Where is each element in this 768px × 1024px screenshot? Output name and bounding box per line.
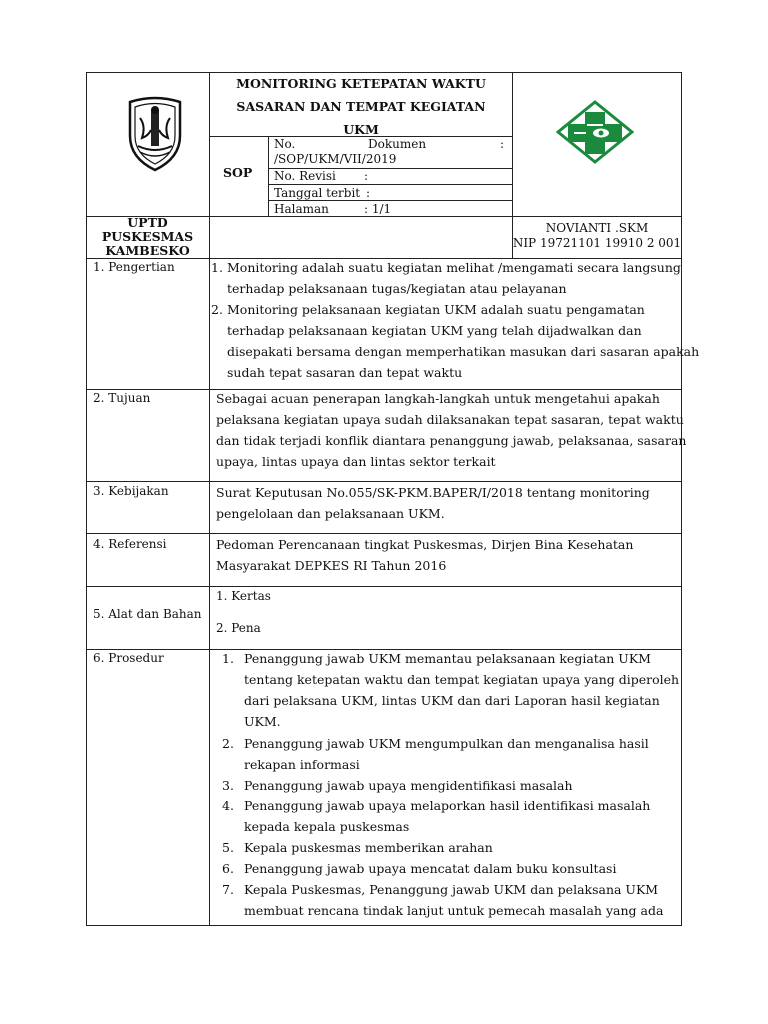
list-item: rekapan informasi	[244, 757, 360, 772]
section-label-kebijakan: 3. Kebijakan	[93, 484, 169, 498]
list-item: Penanggung jawab upaya mencatat dalam buku konsultasi	[244, 861, 617, 876]
list-item: tentang ketepatan waktu dan tempat kegiatan upaya yang diperoleh	[244, 672, 680, 687]
list-item: dari pelaksana UKM, lintas UKM dan dari Laporan hasil kegiatan	[244, 693, 660, 708]
section-label-alat: 5. Alat dan Bahan	[93, 607, 202, 621]
list-item: sudah tepat sasaran dan tepat waktu	[227, 365, 463, 380]
list-number: 7.	[222, 882, 234, 897]
list-item: terhadap pelaksanaan kegiatan UKM yang telah dijadwalkan dan	[227, 323, 642, 338]
list-item: membuat rencana tindak lanjut untuk pemecah masalah yang ada	[244, 903, 664, 918]
divider	[86, 258, 682, 259]
list-number: 2.	[211, 302, 223, 317]
paragraph-line: Masyarakat DEPKES RI Tahun 2016	[216, 558, 447, 573]
paragraph-line: pelaksana kegiatan upaya sudah dilaksanakan tepat sasaran, tepat waktu	[216, 412, 684, 427]
doc-dokumen-label: Dokumen	[368, 137, 427, 151]
section-label-tujuan: 2. Tujuan	[93, 391, 151, 405]
divider	[268, 184, 512, 185]
list-item: disepakati bersama dengan memperhatikan masukan dari sasaran apakah	[227, 344, 700, 359]
divider	[86, 389, 682, 390]
doc-no-label: No.	[274, 137, 296, 151]
divider	[86, 586, 682, 587]
list-number: 2.	[222, 736, 234, 751]
list-item: kepada kepala puskesmas	[244, 819, 410, 834]
section-label-referensi: 4. Referensi	[93, 537, 167, 551]
revisi-colon: :	[364, 169, 369, 183]
paragraph-line: pengelolaan dan pelaksanaan UKM.	[216, 506, 445, 521]
divider	[86, 649, 682, 650]
tanggal-colon: :	[366, 186, 371, 200]
list-item: Penanggung jawab UKM memantau pelaksanaan kegiatan UKM	[244, 651, 651, 666]
list-item: 2. Pena	[216, 621, 261, 635]
revisi-label: No. Revisi	[274, 169, 336, 183]
org-name	[86, 216, 209, 258]
org-line: KAMBESKO	[105, 243, 190, 258]
list-item: 1. Kertas	[216, 589, 271, 603]
regional-emblem-icon	[124, 96, 186, 172]
signer-block	[512, 221, 682, 251]
title-line: UKM	[343, 122, 379, 137]
list-item: Monitoring pelaksanaan kegiatan UKM adalah suatu pengamatan	[227, 302, 645, 317]
list-number: 3.	[222, 778, 234, 793]
signer-name: NOVIANTI .SKM	[545, 221, 649, 235]
list-item: Kepala puskesmas memberikan arahan	[244, 840, 493, 855]
tanggal-label: Tanggal terbit	[274, 186, 361, 200]
paragraph-line: upaya, lintas upaya dan lintas sektor terkait	[216, 454, 496, 469]
paragraph-line: Surat Keputusan No.055/SK-PKM.BAPER/I/2018 tentang monitoring	[216, 485, 650, 500]
title-line: MONITORING KETEPATAN WAKTU	[236, 76, 486, 91]
section-label-pengertian: 1. Pengertian	[93, 260, 175, 274]
paragraph-line: Pedoman Perencanaan tingkat Puskesmas, Dirjen Bina Kesehatan	[216, 537, 634, 552]
section-label-prosedur: 6. Prosedur	[93, 651, 164, 665]
divider	[86, 533, 682, 534]
list-item: Penanggung jawab UKM mengumpulkan dan menganalisa hasil	[244, 736, 649, 751]
list-number: 5.	[222, 840, 234, 855]
paragraph-line: dan tidak terjadi konflik diantara penanggung jawab, pelaksanaa, sasaran	[216, 433, 687, 448]
doc-no-value: /SOP/UKM/VII/2019	[274, 152, 397, 166]
document-title	[210, 72, 512, 141]
list-number: 1.	[222, 651, 234, 666]
list-number: 6.	[222, 861, 234, 876]
list-item: terhadap pelaksanaan tugas/kegiatan atau pelayanan	[227, 281, 567, 296]
org-line: PUSKESMAS	[101, 229, 194, 244]
divider	[268, 136, 269, 216]
sop-label: SOP	[223, 165, 253, 180]
signer-nip: NIP 19721101 19910 2 001	[512, 236, 682, 250]
divider	[209, 72, 210, 926]
halaman-label: Halaman	[274, 202, 329, 216]
title-line: SASARAN DAN TEMPAT KEGIATAN	[236, 99, 486, 114]
list-item: Monitoring adalah suatu kegiatan melihat /mengamati secara langsung	[227, 260, 681, 275]
list-item: UKM.	[244, 714, 281, 729]
list-item: Penanggung jawab upaya melaporkan hasil identifikasi masalah	[244, 798, 651, 813]
puskesmas-logo-icon	[556, 100, 634, 164]
list-item: Penanggung jawab upaya mengidentifikasi masalah	[244, 778, 573, 793]
list-number: 4.	[222, 798, 234, 813]
divider	[86, 481, 682, 482]
halaman-value: : 1/1	[364, 202, 392, 216]
list-number: 1.	[211, 260, 223, 275]
paragraph-line: Sebagai acuan penerapan langkah-langkah untuk mengetahui apakah	[216, 391, 660, 406]
org-line: UPTD	[127, 215, 168, 230]
list-item: Kepala Puskesmas, Penanggung jawab UKM dan pelaksana UKM	[244, 882, 659, 897]
doc-colon: :	[500, 137, 505, 151]
